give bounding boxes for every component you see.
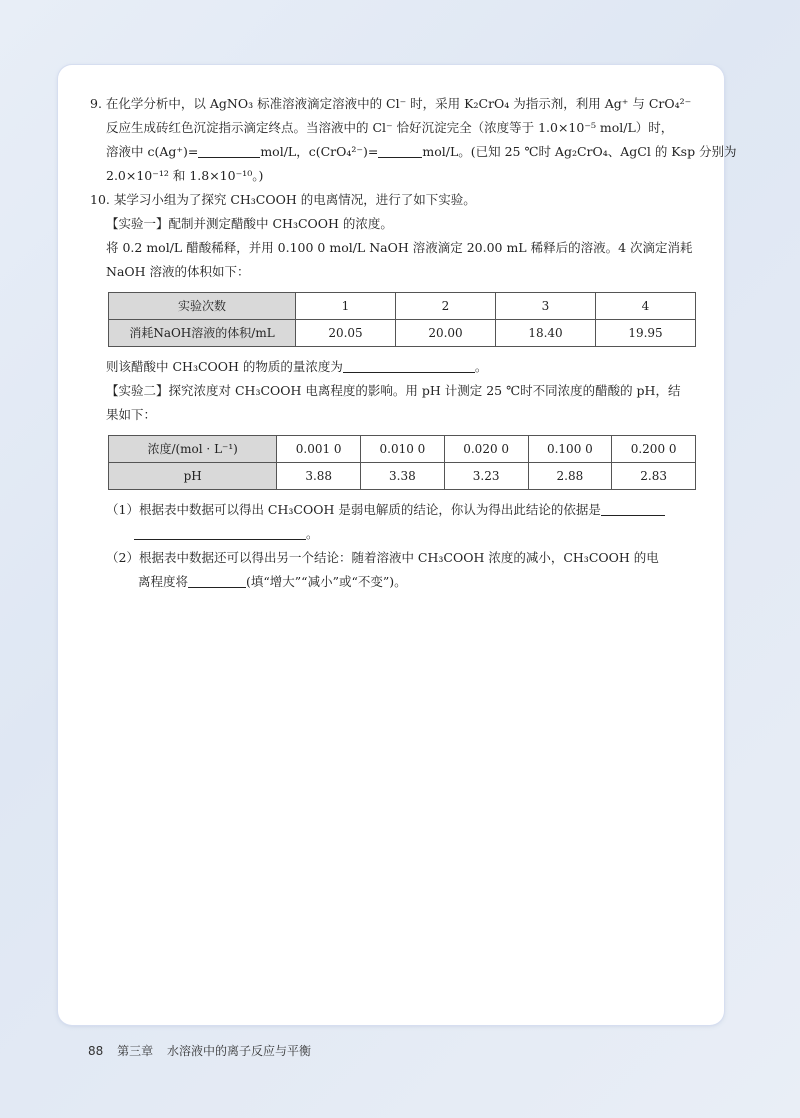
exp2-line-1: 【实验二】探究浓度对 CH₃COOH 电离程度的影响。用 pH 计测定 25 ℃时不同浓度的醋酸的 pH，结 — [106, 383, 681, 398]
titration-table — [108, 292, 696, 347]
sub-question-2: （2）根据表中数据还可以得出另一个结论：随着溶液中 CH₃COOH 浓度的减小，CH₃COOH 的电 — [106, 550, 659, 565]
q9-line-3 — [90, 140, 737, 164]
q10-intro: 10. 某学习小组为了探究 CH₃COOH 的电离情况，进行了如下实验。 — [90, 192, 476, 207]
question-text: 离程度将 — [138, 574, 189, 589]
exp1-line-2: NaOH 溶液的体积如下： — [106, 264, 250, 279]
question-text: 。 — [306, 526, 319, 541]
table-cell: 4 — [596, 293, 696, 320]
chapter-title: 水溶液中的离子反应与平衡 — [166, 1044, 311, 1058]
question-text: 则该醋酸中 CH₃COOH 的物质的量浓度为 — [106, 359, 343, 374]
table-cell: 0.010 0 — [361, 436, 445, 463]
table-row — [109, 463, 696, 490]
table-cell: 消耗NaOH溶液的体积/mL — [109, 320, 296, 347]
table-row — [109, 436, 696, 463]
table-cell: pH — [109, 463, 277, 490]
table-cell: 3.88 — [277, 463, 361, 490]
table-cell: 0.020 0 — [444, 436, 528, 463]
page-number: 88 — [88, 1044, 104, 1058]
table-cell: 20.00 — [396, 320, 496, 347]
table-cell: 3 — [496, 293, 596, 320]
q9-text: 溶液中 c(Ag⁺)= — [106, 144, 199, 159]
table-row — [109, 320, 696, 347]
page-content — [90, 92, 737, 594]
q9-text: mol/L，c(CrO₄²⁻)= — [260, 144, 379, 159]
answer-blank — [198, 143, 260, 158]
table-cell: 19.95 — [596, 320, 696, 347]
answer-blank — [188, 573, 246, 588]
table-cell: 3.38 — [361, 463, 445, 490]
sub-question-1-cont — [90, 522, 696, 546]
table-row — [109, 293, 696, 320]
q9-line-4: 2.0×10⁻¹² 和 1.8×10⁻¹⁰。) — [106, 168, 264, 183]
question-text: (填“增大”“减小”或“不变”)。 — [246, 574, 407, 589]
answer-blank — [134, 525, 306, 540]
table-cell: 2 — [396, 293, 496, 320]
table-cell: 实验次数 — [109, 293, 296, 320]
q9-line-1: 9. 在化学分析中，以 AgNO₃ 标准溶液滴定溶液中的 Cl⁻ 时，采用 K₂CrO₄ 为指示剂，利用 Ag⁺ 与 CrO₄²⁻ — [90, 96, 692, 111]
chapter-label: 第三章 — [117, 1044, 154, 1058]
table-cell: 3.23 — [444, 463, 528, 490]
exp2-line-2: 果如下： — [106, 407, 157, 422]
conc-question — [90, 355, 696, 379]
question-text: 。 — [474, 359, 488, 374]
table-cell: 2.88 — [528, 463, 612, 490]
table-cell: 18.40 — [496, 320, 596, 347]
answer-blank — [343, 358, 475, 373]
table-cell: 0.001 0 — [277, 436, 361, 463]
table-cell: 0.200 0 — [612, 436, 696, 463]
table-cell: 0.100 0 — [528, 436, 612, 463]
page-footer — [88, 1042, 321, 1059]
q9-text: mol/L。(已知 25 ℃时 Ag₂CrO₄、AgCl 的 Ksp 分别为 — [422, 144, 737, 159]
sub-question-2-cont — [90, 570, 696, 594]
ph-table — [108, 435, 696, 490]
table-cell: 20.05 — [296, 320, 396, 347]
q9-line-2: 反应生成砖红色沉淀指示滴定终点。当溶液中的 Cl⁻ 恰好沉淀完全（浓度等于 1.0×10⁻⁵ mol/L）时， — [106, 120, 674, 135]
answer-blank — [601, 501, 665, 516]
sub-question-1 — [90, 498, 696, 522]
table-cell: 2.83 — [612, 463, 696, 490]
answer-blank — [378, 143, 422, 158]
table-cell: 1 — [296, 293, 396, 320]
exp1-line-1: 将 0.2 mol/L 醋酸稀释，并用 0.100 0 mol/L NaOH 溶液滴定 20.00 mL 稀释后的溶液。4 次滴定消耗 — [106, 240, 693, 255]
question-text: （1）根据表中数据可以得出 CH₃COOH 是弱电解质的结论，你认为得出此结论的依据是 — [106, 502, 601, 517]
exp1-title: 【实验一】配制并测定醋酸中 CH₃COOH 的浓度。 — [106, 216, 393, 231]
table-cell: 浓度/(mol · L⁻¹) — [109, 436, 277, 463]
